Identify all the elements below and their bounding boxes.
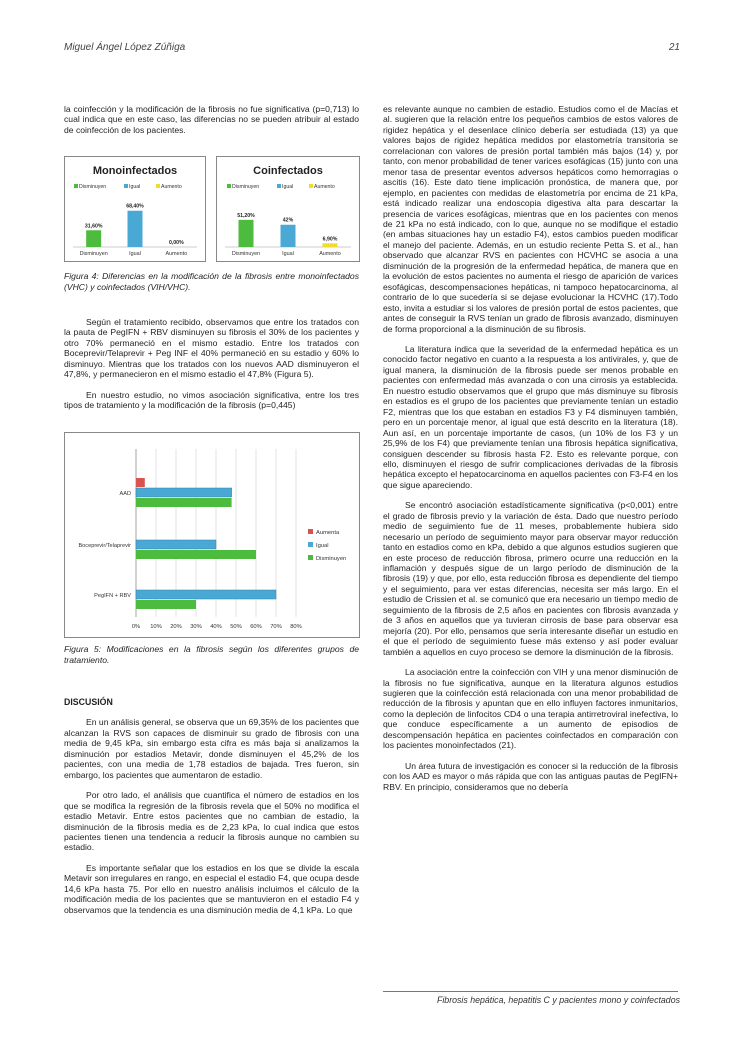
legend-swatch <box>124 184 128 188</box>
data-label: 0,00% <box>168 240 184 246</box>
tick-label: 20% <box>170 624 182 630</box>
legend-label: Igual <box>129 184 141 190</box>
running-header-author: Miguel Ángel López Zúñiga <box>64 42 186 53</box>
legend-swatch <box>309 184 313 188</box>
chart-coinfectados <box>216 156 360 262</box>
bar-chart-monoinfectados <box>65 157 205 261</box>
legend-swatch <box>277 184 281 188</box>
figure-4-caption-block <box>64 271 359 302</box>
legend-swatch <box>308 542 313 547</box>
bar <box>136 540 216 549</box>
paragraph: la coinfección y la modificación de la fibrosis no fue significativa (p=0,713) lo cual indica que en este caso, las diferencias no se pueden atribuir al estado de coinfección de los pacientes. <box>64 104 359 135</box>
data-label: 68,40% <box>126 203 144 210</box>
legend-label: Aumento <box>314 184 335 190</box>
paragraph: Por otro lado, el análisis que cuantifica el número de estadios en los que se modifica la regresión de la fibrosis revela que el 50% no modifica el estadio Metavir. Entre estos pacientes que no cambian de estadio, la disminución de la fibrosis media es de 2,23 kPa, lo cual indica que estos pacientes tienen una tendencia a reducir la fibrosis aunque no cambien su estadio. <box>64 790 359 853</box>
category-label: Disminuyen <box>79 251 108 257</box>
paragraph: Se encontró asociación estadísticamente significativa (p<0,001) entre el grado de fibrosis previo y la variación de ésta. Dado que nuestro período medio de seguimiento fue de 11 meses, probablemente hubiera sido necesario un período de seguimiento mayor para observar mayor reducción tanto en estadios como en kPa, debido a que algunos estudios sugieren que en este proceso de reducción fibrosa, primero ocurre una reducción en la inflamación y después sigue de un largo período de disminución de la fibrosis (19) y que, por ello, esta reducción fibrosa es dependiente del tiempo y el seguimiento, para ver estas diferencias, necesita ser más largo. En el estudio de Crissien et al. se comunicó que era necesario un tiempo medio de seguimiento de la fibrosis de 2,5 años en pacientes con fibrosis avanzada y de 3 años en aquellos que ya tuvieran cirrosis de base para observar esa mejoría (20). Por ello, pensamos que sería interesante diseñar un estudio en el que el período de seguimiento fuese más extenso y así poder evaluar también a aquellos en cuyo proceso se demore la disminución de la fibrosis. <box>383 500 678 657</box>
legend-swatch <box>308 529 313 534</box>
category-label: Boceprevir/Telaprevir <box>78 543 131 549</box>
bar <box>136 590 276 599</box>
category-label: Aumento <box>165 251 188 257</box>
chart-monoinfectados <box>64 156 206 262</box>
bar-chart-coinfectados <box>217 157 359 261</box>
legend-swatch <box>74 184 78 188</box>
tick-label: 60% <box>250 624 262 630</box>
bar <box>323 243 338 247</box>
bar <box>239 220 254 247</box>
category-label: Igual <box>282 251 294 257</box>
paragraph: Es importante señalar que los estadios en los que se divide la escala Metavir son irregulares en rango, en especial el estadio F4, que ocupa desde 14,6 kPa hasta 75. Por ello en nuestro análisis incluimos el cálculo de la modificación media de los pacientes que se mantuvieron en el estadio F4 y observamos que la tendencia es una disminución media de 4,1 kPa. Lo que <box>64 862 359 915</box>
category-label: AAD <box>119 491 131 497</box>
figure-4-caption: Figura 4: Diferencias en la modificación de la fibrosis entre monoinfectados (VHC) y coinfectados (VIH/VHC). <box>64 271 359 292</box>
paragraph: es relevante aunque no cambien de estadio. Estudios como el de Macías et al. sugieren que la relación entre los pequeños cambios de estos valores de rigidez hepática y el desenlace clínico debería ser estudiada (13) ya que valores bajos de rigidez hepática medidos por elastometría transitoria se correlacionan con valores de presión portal también más bajos (14) y, por tanto, con menor probabilidad de tener varices esofágicas (15) junto con una menor tasa de presentar eventos adversos hepáticos como hemorragias o ascitis (16). Este dato tiene implicación pronóstica, de manera que, por ejemplo, en pacientes con medidas de elastometría por encima de 21 kPa, está indicado realizar una endoscopia digestiva alta para descartar la presencia de varices esofágicas, mientras que en los pacientes con menos de 21 kPa no está indicado, con lo que, aunque no se modifique el estadio (en ambas situaciones hay un estadio F4), estos cambios pueden modificar el manejo del paciente. Además, en un estudio reciente Petta S. et al., han observado que alcanzar RVS en pacientes con HCVHC se asocia a una disminución de la progresión de la enfermedad hepática, de manera que en la evolución de estos pacientes no aumenta el riesgo de aparición de varices esofágicas, descompensaciones hepáticas, ni tampoco hepatocarcinoma, al contrario de lo que sucedería si se dejase evolucionar la HCVHC (17).Todo esto, invita a estudiar si los valores de presión portal de estos pacientes, que antes de conseguir la RVS tenían un grado de fibrosis avanzado, disminuyen de forma proporcional a la disminución de su fibrosis. <box>383 104 678 334</box>
legend-label: Igual <box>282 184 294 190</box>
tick-label: 0% <box>131 624 141 630</box>
paragraph: Un área futura de investigación es conocer si la reducción de la fibrosis con los AAD es mayor o más rápida que con las antiguas pautas de PegIFN+ RBV. En principio, consideramos que no debería <box>383 760 678 792</box>
bar <box>136 478 145 487</box>
footer-rule <box>383 991 678 992</box>
tick-label: 80% <box>290 624 302 630</box>
category-label: Igual <box>129 251 141 257</box>
category-label: Disminuyen <box>231 251 261 257</box>
bar <box>281 225 296 247</box>
left-column <box>64 104 359 145</box>
bar <box>86 230 101 247</box>
legend-swatch <box>308 555 313 560</box>
figure-5-caption-block <box>64 644 359 675</box>
bar <box>136 550 256 559</box>
data-label: 42% <box>282 217 294 224</box>
bar <box>136 600 196 609</box>
category-label: PegIFN + RBV <box>94 593 131 599</box>
legend-label: Igual <box>316 543 329 549</box>
paragraph: En nuestro estudio, no vimos asociación significativa, entre los tres tipos de tratamiento y la modificación de la fibrosis (p=0,445) <box>64 389 359 411</box>
chart-title: Monoinfectados <box>92 165 178 177</box>
legend-swatch <box>227 184 231 188</box>
chart-treatment <box>64 432 360 638</box>
right-column <box>383 104 678 802</box>
bar <box>128 211 143 247</box>
section-heading-discussion: DISCUSIÓN <box>64 697 113 707</box>
paragraph: La asociación entre la coinfección con VIH y una menor disminución de la fibrosis no fue significativa, aunque en la literatura algunos estudios sugieren que la coinfección está relacionada con una menor probabilidad de reducción de la fibrosis y apuntan que en ello influyen factores inmunitarios, como la depleción de linfocitos CD4 o una terapia antirretroviral inefectiva, lo que conduce específicamente a un aumento de episodios de descompensación hepática en pacientes coinfectados en comparación con los pacientes monoinfectados (21). <box>383 667 678 751</box>
chart-title: Coinfectados <box>253 165 323 177</box>
bar <box>136 498 232 507</box>
left-column-middle <box>64 317 359 421</box>
paragraph: Según el tratamiento recibido, observamos que entre los tratados con la pauta de PegIFN + RBV disminuyen su fibrosis el 30% de los pacientes y otro 70% permaneció en el mismo estadio. Entre los tratados con Boceprevir/Telaprevir + Peg INF el 40% permaneció en su estadio y 60% lo disminuyo. Mientras que los tratados con los nuevos AAD disminuyeron el 47,8%, y permanecieron en el mismo estadio el 47,8% (Figura 5). <box>64 317 359 380</box>
category-label: Aumento <box>319 251 341 257</box>
paragraph: En un análisis general, se observa que un 69,35% de los pacientes que alcanzan la RVS son capaces de disminuir su grado de fibrosis con una media de 9,45 kPa, sin embargo esta cifra es más baja si analizamos la disminución por estadios Metavir, donde disminuyen el 45,2% de los pacientes, con una media de 1,78 estadios de bajada. Tres fueron, sin embargo, los pacientes que aumentaron de estadio. <box>64 717 359 780</box>
legend-label: Disminuyen <box>316 556 347 562</box>
bar <box>136 488 232 497</box>
tick-label: 40% <box>210 624 222 630</box>
tick-label: 70% <box>270 624 282 630</box>
legend-label: Aumento <box>161 184 182 190</box>
data-label: 6,90% <box>322 236 338 243</box>
paragraph: La literatura indica que la severidad de la enfermedad hepática es un conocido factor negativo en cuanto a la respuesta a los antivirales, y, que de igual manera, la disminución de la fibrosis puede ser menos probable en pacientes con enfermedad más avanzada o con una cirrosis ya establecida. En nuestro estudio observamos que el grupo que más disminuye su fibrosis en estadios es el grupo de los pacientes que previamente tenían un estadio F2, mientras que los que estaban en estadios F3 y F4 disminuyen también, pero en un porcentaje menor, al igual que está descrito en la literatura (18). Aun así, en un porcentaje importante de casos, (un 10% de los F3 y un 25,9% de los F4) que previamente tenían una fibrosis hepática significativa, consiguen descender su fibrosis hasta F2. Esto es relevante porque, con ello, disminuyen el riesgo de sufrir complicaciones derivadas de la fibrosis hepática excepto el hepatocarcinoma en aquellos pacientes con F3-F4 en los que sigue apareciendo. <box>383 343 678 490</box>
figure-5-caption: Figura 5: Modificaciones en la fibrosis según los diferentes grupos de tratamiento. <box>64 644 359 665</box>
legend-label: Disminuyen <box>79 184 107 190</box>
tick-label: 10% <box>150 624 162 630</box>
data-label: 51,20% <box>237 212 255 219</box>
running-footer: Fibrosis hepática, hepatitis C y pacientes mono y coinfectados <box>436 995 680 1005</box>
legend-label: Disminuyen <box>232 184 260 190</box>
page-number: 21 <box>668 42 680 53</box>
legend-label: Aumenta <box>316 530 340 536</box>
tick-label: 50% <box>230 624 242 630</box>
bar-chart-treatment <box>65 433 359 637</box>
data-label: 31,60% <box>84 223 103 230</box>
tick-label: 30% <box>190 624 202 630</box>
left-column-discussion <box>64 697 359 925</box>
legend-swatch <box>156 184 160 188</box>
